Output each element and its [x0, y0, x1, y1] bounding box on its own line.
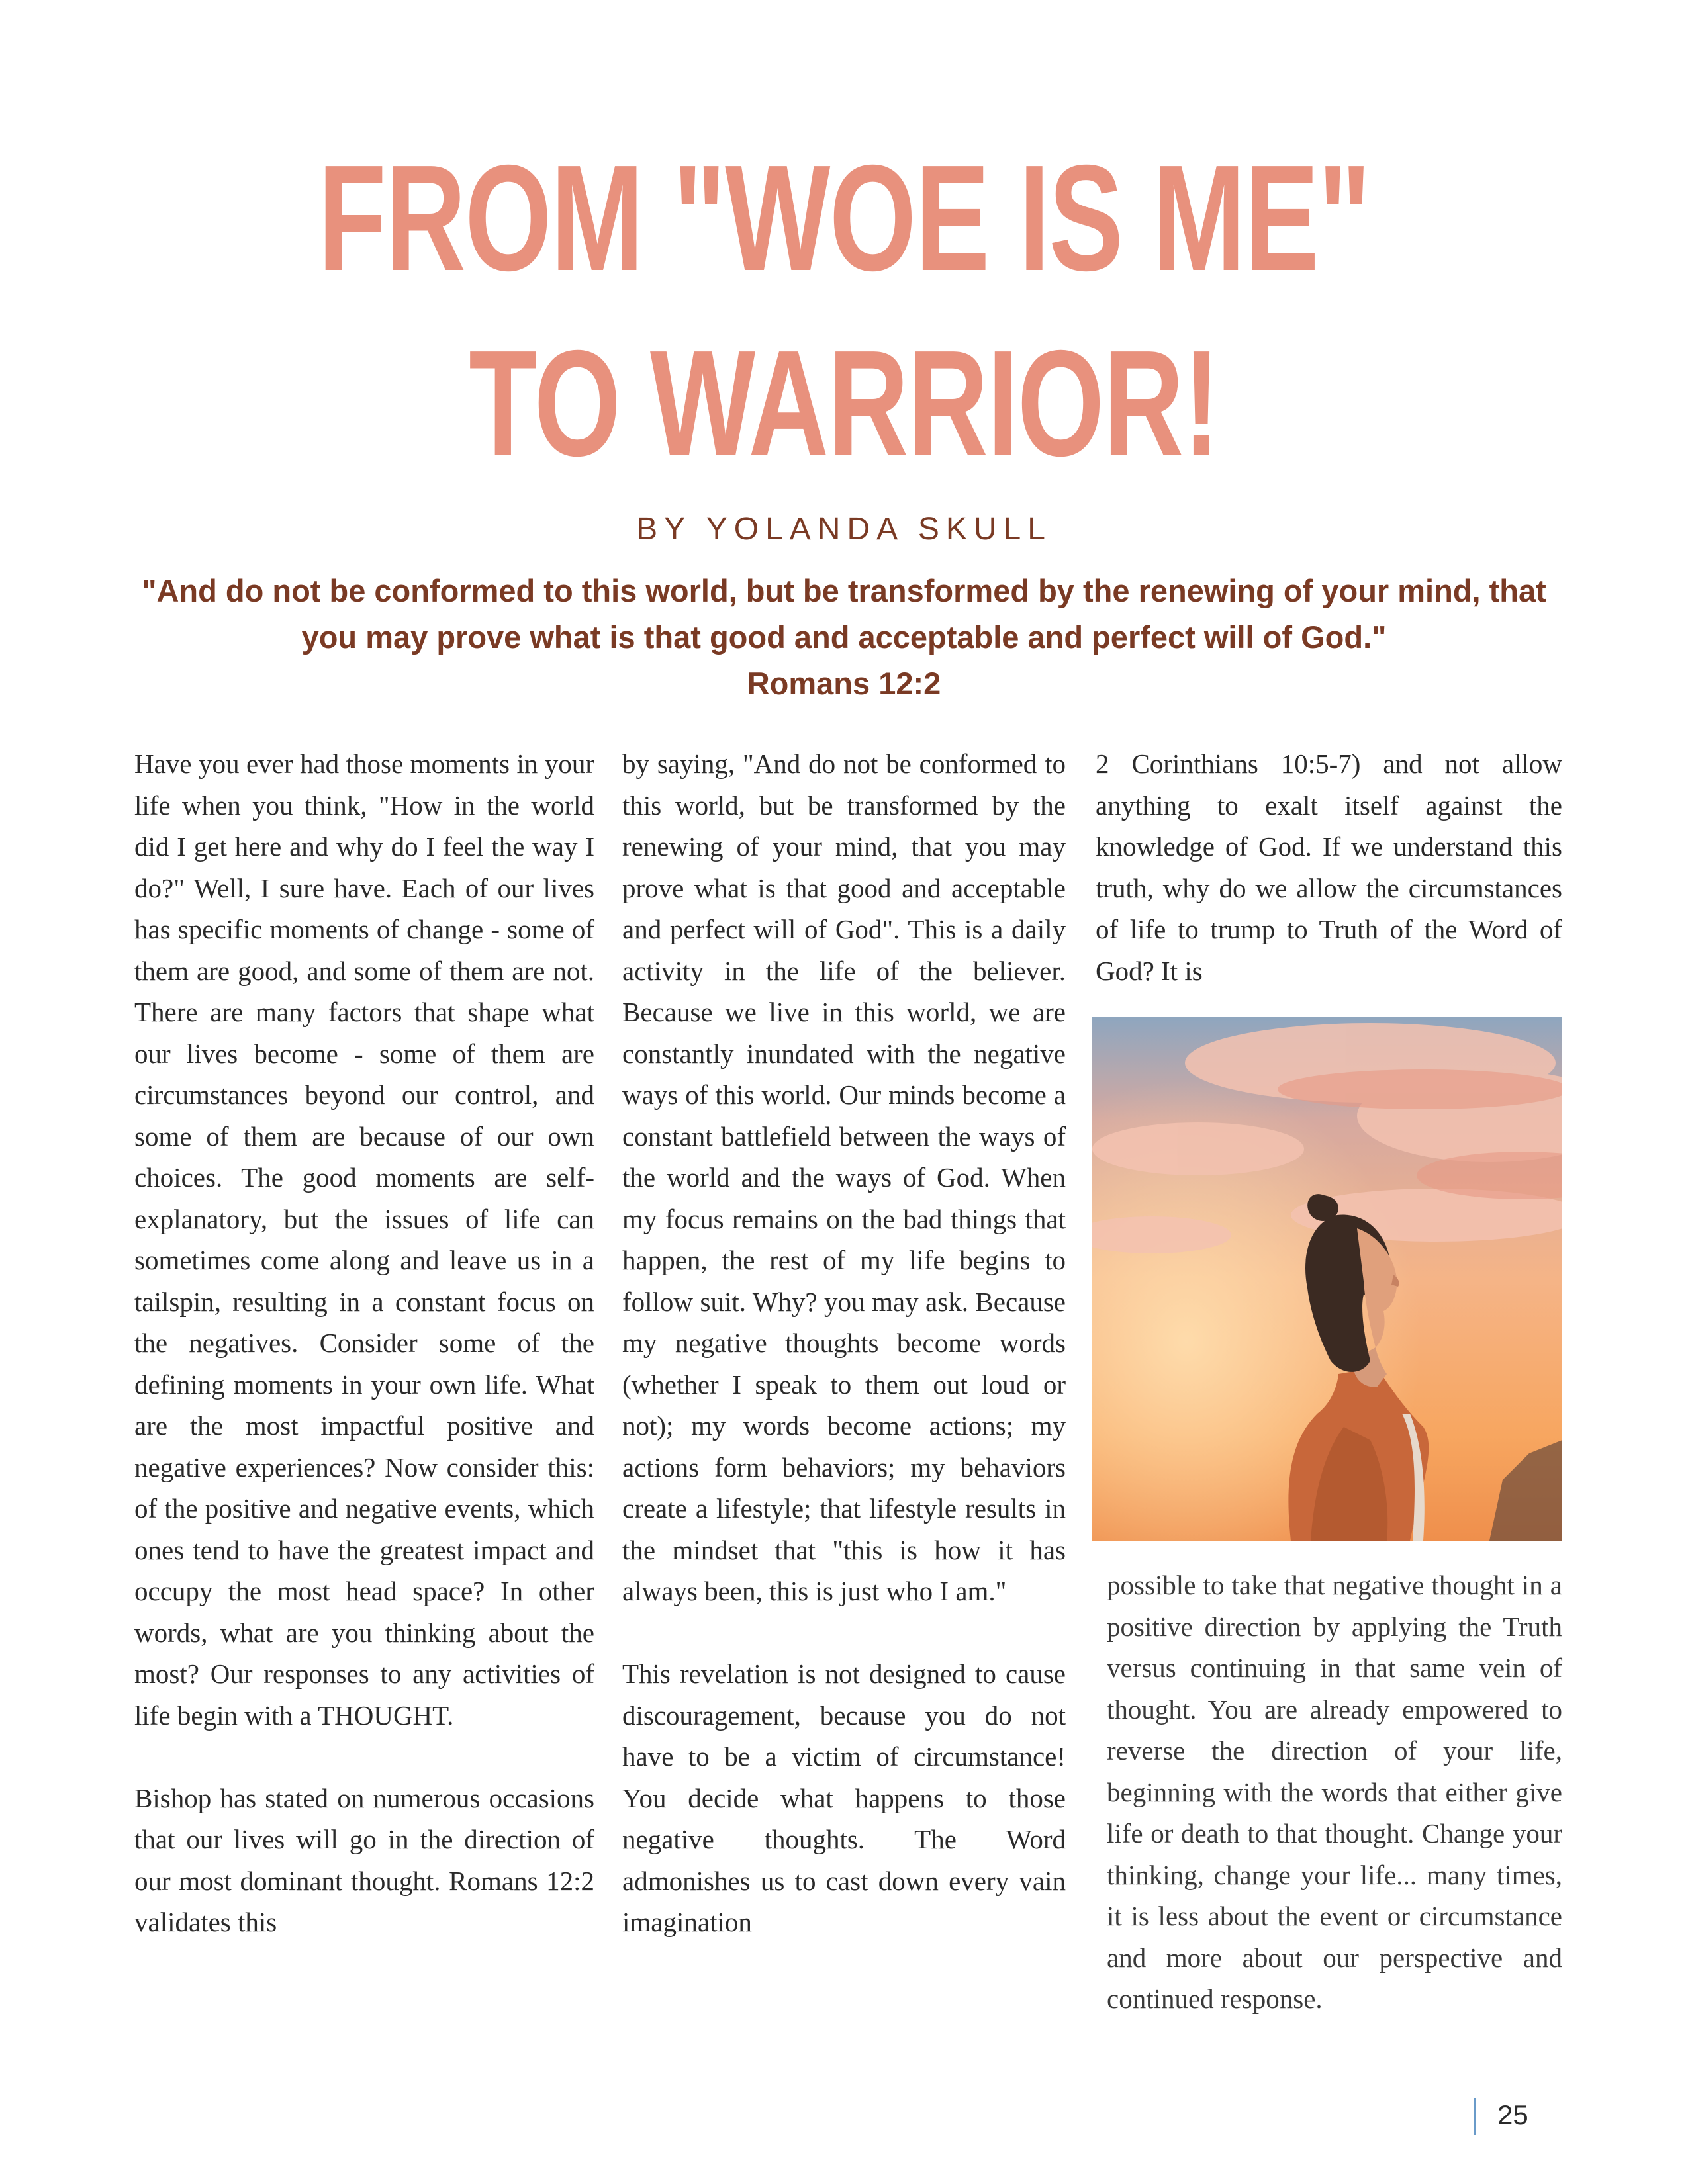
epigraph-quote — [132, 568, 1556, 707]
title-line-1: FROM "WOE IS ME" — [318, 134, 1370, 302]
footer-divider — [1474, 2098, 1476, 2135]
epigraph-reference: Romans 12:2 — [747, 666, 941, 701]
column-1-paragraph-1: Have you ever had those moments in your life when you think, "How in the world did I get here and why do I feel the way I do?" Well, I sure have. Each of our lives has specific moments of change - some of them are good, and some of them are not. There are many factors that shape what our lives become - some of them are circumstances beyond our control, and some of them are because of our own choices. The good moments are self-explanatory, but the issues of life can sometimes come along and leave us in a tailspin, resulting in a constant focus on the negatives. Consider some of the defining moments in your own life. What are the most impactful positive and negative experiences? Now consider this: of the positive and negative events, which ones tend to have the greatest impact and occupy the most head space? In other words, what are you thinking about the most? Our responses to any activities of life begin with a THOUGHT. — [134, 749, 594, 1731]
column-3-paragraph-bottom: possible to take that negative thought in a positive direction by applying the Truth versus continuing in that same vein of thought. You are already empowered to reverse the direction of your life, beginning with the words that either give life or death to that thought. Change your thinking, change your life... many times, it is less about the event or circumstance and more about our perspective and continued response. — [1107, 1570, 1562, 2014]
woman-sunset-photo — [1092, 1017, 1562, 1541]
column-2-paragraph-2: This revelation is not designed to cause discouragement, because you do not have to be a victim of circumstance! You decide what happens to those negative thoughts. The Word admonishes us to cast down every vain imagination — [622, 1659, 1066, 1937]
epigraph-text: "And do not be conformed to this world, but be transformed by the renewing of your mind, that you may prove what is that good and acceptable and perfect will of God." — [142, 573, 1546, 655]
column-1-paragraph-2: Bishop has stated on numerous occasions that our lives will go in the direction of our most dominant thought. Romans 12:2 validates this — [134, 1782, 594, 1937]
body-column-1 — [134, 743, 594, 1943]
body-column-3-bottom — [1107, 1565, 1562, 2020]
column-2-paragraph-1: by saying, "And do not be conformed to this world, but be transformed by the renewing of your mind, that you may prove what is that good and acceptable and perfect will of God". This is a daily activity in the life of the believer. Because we live in this world, we are constantly inundated with the negative ways of this world. Our minds become a constant battlefield between the ways of the world and the ways of God. When my focus remains on the bad things that happen, the rest of my life begins to follow suit. Why? you may ask. Because my negative thoughts become words (whether I speak to them out loud or not); my words become actions; my actions form behaviors; my behaviors create a lifestyle; that lifestyle results in the mindset that "this is how it has always been, this is just who I am." — [622, 749, 1066, 1606]
article-title — [220, 126, 1469, 496]
page-number: 25 — [1497, 2099, 1528, 2130]
body-column-3-top — [1096, 743, 1562, 991]
author-byline: BY YOLANDA SKULL — [636, 512, 1052, 547]
body-column-2 — [622, 743, 1066, 1943]
title-line-2: TO WARRIOR! — [469, 320, 1219, 488]
column-3-paragraph-top: 2 Corinthians 10:5-7) and not allow anything to exalt itself against the knowledge of God. If we understand this truth, why do we allow the circumstances of life to trump to Truth of the Word of God? It is — [1096, 749, 1562, 986]
